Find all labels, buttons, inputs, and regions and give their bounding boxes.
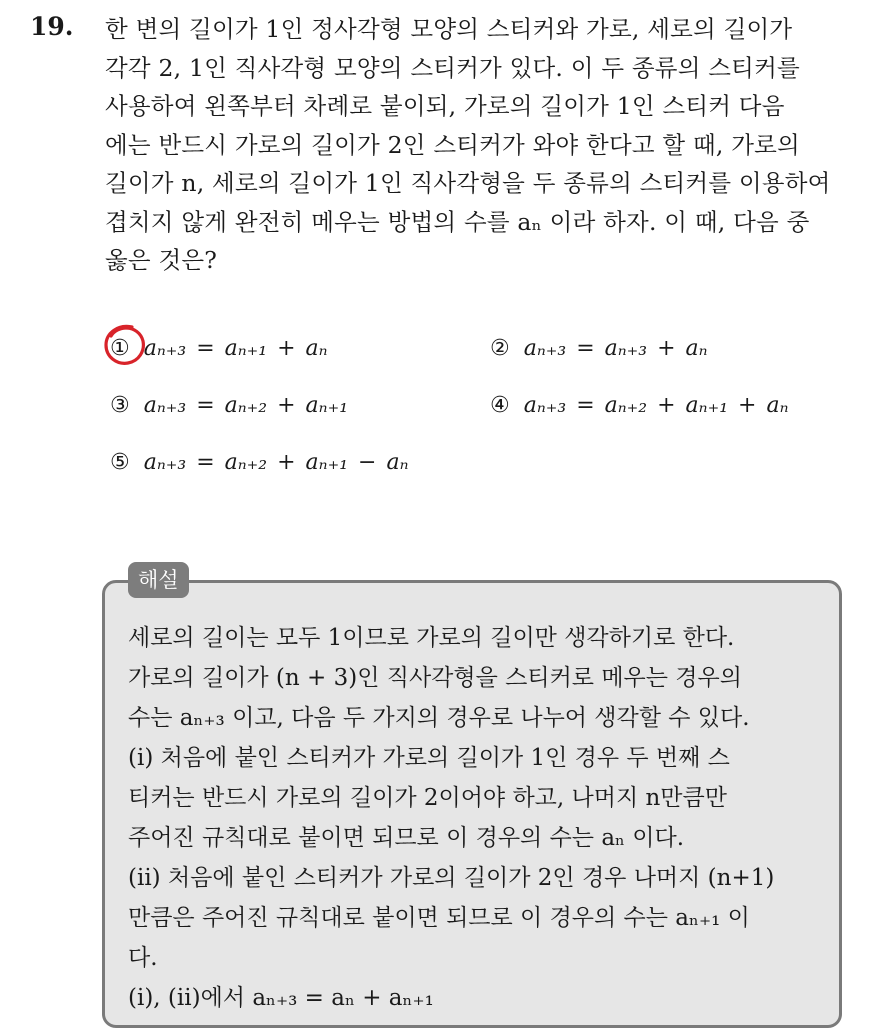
choice-operator: + [277,393,296,418]
solution-line: 세로의 길이는 모두 1이므로 가로의 길이만 생각하기로 한다. [128,625,735,651]
choice-number: ① [110,336,130,361]
choice-lhs: aₙ₊₃ [523,393,567,418]
choice-number: ② [490,336,510,361]
choice-2[interactable] [490,336,708,361]
solution-line: (i) 처음에 붙인 스티커가 가로의 길이가 1인 경우 두 번째 스 [128,745,730,771]
question-line: 사용하여 왼쪽부터 차례로 붙이되, 가로의 길이가 1인 스티커 다음 [105,92,785,120]
question-line: 겹치지 않게 완전히 메우는 방법의 수를 aₙ 이라 하자. 이 때, 다음 중 [105,207,810,236]
choice-5[interactable] [110,450,409,475]
question-number: 19. [30,12,74,41]
choice-expression: aₙ₊₃ = aₙ₊₁ + aₙ [143,336,328,361]
choice-operator: − [358,450,377,475]
solution-line: 수는 aₙ₊₃ 이고, 다음 두 가지의 경우로 나누어 생각할 수 있다. [128,705,750,731]
choice-term: aₙ₊₁ [685,393,729,418]
question-line: 길이가 n, 세로의 길이가 1인 직사각형을 두 종류의 스티커를 이용하여 [105,169,831,197]
solution-line: 가로의 길이가 (n + 3)인 직사각형을 스티커로 메우는 경우의 [128,665,742,691]
choice-term: aₙ [766,393,789,418]
choice-term: aₙ₊₂ [224,393,268,418]
choice-expression: aₙ₊₃ = aₙ₊₃ + aₙ [523,336,708,361]
solution-line: 티커는 반드시 가로의 길이가 2이어야 하고, 나머지 n만큼만 [128,785,727,811]
choice-term: aₙ₊₂ [604,393,648,418]
choice-lhs: aₙ₊₃ [143,450,187,475]
solution-text [128,618,828,1018]
choice-lhs: aₙ₊₃ [143,336,187,361]
choice-expression: aₙ₊₃ = aₙ₊₂ + aₙ₊₁ + aₙ [523,393,789,418]
choice-term: aₙ₊₁ [305,393,349,418]
choice-term: aₙ [305,336,328,361]
choice-term: aₙ₊₃ [604,336,648,361]
choice-number: ③ [110,393,130,418]
solution-line: 다. [128,945,158,971]
choice-term: aₙ₊₁ [224,336,268,361]
choice-operator: + [277,336,296,361]
choice-term: aₙ₊₁ [305,450,349,475]
solution-line: 만큼은 주어진 규칙대로 붙이면 되므로 이 경우의 수는 aₙ₊₁ 이 [128,905,750,931]
question-text [105,10,860,280]
choice-1[interactable] [110,336,328,361]
choice-number: ⑤ [110,450,130,475]
question-line: 한 변의 길이가 1인 정사각형 모양의 스티커와 가로, 세로의 길이가 [105,15,793,43]
solution-label: 해설 [128,562,189,598]
choice-term: aₙ [386,450,409,475]
choice-4[interactable] [490,393,789,418]
choice-3[interactable] [110,393,348,418]
solution-line: 주어진 규칙대로 붙이면 되므로 이 경우의 수는 aₙ 이다. [128,825,685,851]
choice-operator: + [277,450,296,475]
choice-term: aₙ [685,336,708,361]
choice-expression: aₙ₊₃ = aₙ₊₂ + aₙ₊₁ − aₙ [143,450,409,475]
choice-lhs: aₙ₊₃ [523,336,567,361]
question-line: 각각 2, 1인 직사각형 모양의 스티커가 있다. 이 두 종류의 스티커를 [105,53,800,82]
solution-line: (ii) 처음에 붙인 스티커가 가로의 길이가 2인 경우 나머지 (n+1) [128,865,775,891]
choice-operator: + [657,393,676,418]
question-line: 옳은 것은? [105,246,218,274]
choice-number: ④ [490,393,510,418]
choice-operator: + [657,336,676,361]
choice-expression: aₙ₊₃ = aₙ₊₂ + aₙ₊₁ [143,393,349,418]
question-line: 에는 반드시 가로의 길이가 2인 스티커가 와야 한다고 할 때, 가로의 [105,130,800,159]
choice-lhs: aₙ₊₃ [143,393,187,418]
solution-line: (i), (ii)에서 aₙ₊₃ = aₙ + aₙ₊₁ [128,985,434,1011]
choice-term: aₙ₊₂ [224,450,268,475]
choice-operator: + [738,393,757,418]
